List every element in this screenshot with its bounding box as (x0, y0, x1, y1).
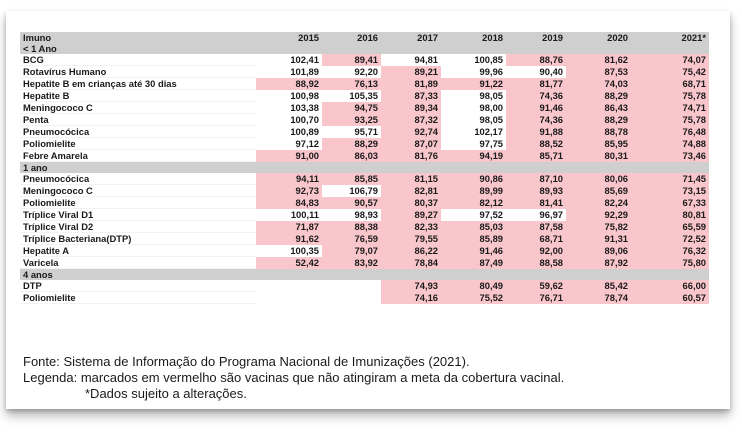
coverage-cell: 90,40 (539, 66, 563, 77)
coverage-cell: 92,00 (506, 245, 566, 257)
section-header-row (20, 269, 709, 281)
table-row (20, 78, 709, 90)
coverage-cell: 80,37 (381, 197, 441, 209)
vaccine-name: Tríplice Viral D1 (20, 209, 256, 221)
coverage-cell: 100,98 (290, 90, 319, 101)
coverage-cell: 85,42 (566, 280, 631, 292)
coverage-cell: 85,71 (506, 150, 566, 162)
coverage-cell: 87,32 (381, 114, 441, 126)
coverage-cell: 75,78 (631, 114, 709, 126)
section-title: 4 anos (20, 269, 709, 281)
table-row (20, 221, 709, 233)
coverage-cell: 95,71 (354, 126, 378, 137)
coverage-cell: 78,84 (381, 257, 441, 269)
table-header-row (20, 32, 709, 43)
vaccine-name: Tríplice Bacteriana(DTP) (20, 233, 256, 245)
coverage-cell: 98,93 (354, 209, 378, 220)
coverage-cell: 89,06 (566, 245, 631, 257)
coverage-cell: 68,71 (631, 78, 709, 90)
vaccine-name: BCG (20, 54, 256, 66)
coverage-cell: 81,15 (381, 173, 441, 185)
vaccine-name: Hepatite A (20, 245, 256, 257)
coverage-cell: 88,52 (506, 138, 566, 150)
coverage-cell: 89,99 (441, 185, 506, 197)
coverage-cell: 86,03 (322, 150, 381, 162)
coverage-cell: 91,62 (256, 233, 322, 245)
column-header: 2018 (441, 32, 506, 43)
table-row (20, 245, 709, 257)
column-header: 2017 (381, 32, 441, 43)
coverage-cell: 87,33 (381, 90, 441, 102)
figure-card (6, 11, 730, 409)
coverage-cell: 86,43 (566, 102, 631, 114)
coverage-cell: 91,22 (441, 78, 506, 90)
coverage-cell: 74,93 (381, 280, 441, 292)
coverage-cell: 88,76 (506, 54, 566, 66)
coverage-cell: 94,19 (441, 150, 506, 162)
vaccine-name: Pneumocócica (20, 126, 256, 138)
footnote-text: *Dados sujeito a alterações. (85, 386, 247, 401)
coverage-cell: 80,81 (631, 209, 709, 221)
coverage-cell: 94,75 (322, 102, 381, 114)
coverage-cell: 81,76 (381, 150, 441, 162)
coverage-cell: 102,17 (474, 126, 503, 137)
column-header: Imuno (20, 32, 256, 43)
table-row (20, 54, 709, 66)
coverage-cell: 99,96 (479, 66, 503, 77)
coverage-cell: 88,38 (322, 221, 381, 233)
vaccine-name: Febre Amarela (20, 150, 256, 162)
coverage-cell: 73,15 (631, 185, 709, 197)
vaccine-name: Hepatite B (20, 90, 256, 102)
coverage-cell: 105,35 (349, 90, 378, 101)
coverage-cell: 74,07 (631, 54, 709, 66)
coverage-cell: 74,36 (506, 114, 566, 126)
coverage-cell: 100,89 (290, 126, 319, 137)
coverage-cell: 76,13 (322, 78, 381, 90)
table-row (20, 90, 709, 102)
coverage-cell: 71,87 (256, 221, 322, 233)
coverage-cell (256, 280, 322, 292)
column-header: 2019 (506, 32, 566, 43)
coverage-cell: 101,89 (290, 66, 319, 77)
coverage-cell: 85,85 (322, 173, 381, 185)
coverage-cell: 89,34 (381, 102, 441, 114)
coverage-cell: 89,27 (381, 209, 441, 221)
coverage-cell: 65,59 (631, 221, 709, 233)
coverage-cell: 98,05 (479, 114, 503, 125)
coverage-cell: 74,88 (631, 138, 709, 150)
coverage-cell: 87,58 (506, 221, 566, 233)
column-header: 2016 (322, 32, 381, 43)
coverage-cell: 68,71 (506, 233, 566, 245)
coverage-cell: 98,05 (479, 90, 503, 101)
coverage-cell: 79,55 (381, 233, 441, 245)
coverage-cell: 88,92 (256, 78, 322, 90)
coverage-cell: 75,52 (441, 292, 506, 304)
vaccine-name: Hepatite B em crianças até 30 dias (20, 78, 256, 90)
section-title: < 1 Ano (20, 43, 709, 54)
coverage-cell: 88,78 (566, 126, 631, 138)
coverage-cell: 97,52 (479, 209, 503, 220)
table-row (20, 197, 709, 209)
table-row (20, 138, 709, 150)
section-title: 1 ano (20, 162, 709, 174)
coverage-cell: 84,83 (256, 197, 322, 209)
table-row (20, 102, 709, 114)
coverage-cell: 89,41 (322, 54, 381, 66)
coverage-cell: 100,35 (290, 245, 319, 256)
coverage-cell: 100,70 (290, 114, 319, 125)
vaccine-name: Tríplice Viral D2 (20, 221, 256, 233)
table-row (20, 257, 709, 269)
coverage-cell: 52,42 (256, 257, 322, 269)
coverage-cell: 76,48 (631, 126, 709, 138)
coverage-cell: 91,46 (506, 102, 566, 114)
coverage-cell: 103,38 (290, 102, 319, 113)
coverage-cell: 83,92 (322, 257, 381, 269)
coverage-cell (322, 280, 381, 292)
coverage-cell: 59,62 (506, 280, 566, 292)
coverage-cell: 66,00 (631, 280, 709, 292)
coverage-cell: 81,41 (506, 197, 566, 209)
coverage-cell: 74,03 (566, 78, 631, 90)
table-row (20, 126, 709, 138)
coverage-cell: 90,57 (322, 197, 381, 209)
coverage-cell: 100,85 (474, 54, 503, 66)
vaccine-name: Meningococo C (20, 185, 256, 197)
vaccination-coverage-table (20, 32, 709, 304)
column-header: 2015 (256, 32, 322, 43)
vaccine-name: Varicela (20, 257, 256, 269)
coverage-cell: 89,21 (381, 66, 441, 78)
coverage-cell: 88,29 (566, 114, 631, 126)
coverage-cell: 97,12 (295, 138, 319, 149)
coverage-cell: 82,33 (381, 221, 441, 233)
coverage-cell: 78,74 (566, 292, 631, 304)
coverage-cell: 85,03 (441, 221, 506, 233)
coverage-cell: 92,29 (566, 209, 631, 221)
coverage-cell: 67,33 (631, 197, 709, 209)
coverage-cell: 102,41 (290, 54, 319, 66)
legend-text: Legenda: marcados em vermelho são vacinas que não atingiram a meta da cobertura vacinal. (23, 370, 565, 385)
coverage-cell: 88,29 (322, 138, 381, 150)
vaccine-name: Poliomielite (20, 292, 256, 304)
coverage-cell: 87,92 (566, 257, 631, 269)
vaccine-name: Poliomielite (20, 138, 256, 150)
coverage-cell: 94,11 (256, 173, 322, 185)
table-row (20, 173, 709, 185)
source-text: Fonte: Sistema de Informação do Programa Nacional de Imunizações (2021). (23, 354, 470, 369)
coverage-cell: 87,10 (506, 173, 566, 185)
coverage-cell: 75,78 (631, 90, 709, 102)
table-row (20, 280, 709, 292)
coverage-cell: 81,89 (381, 78, 441, 90)
coverage-cell: 82,81 (381, 185, 441, 197)
table-row (20, 66, 709, 78)
coverage-cell: 79,07 (322, 245, 381, 257)
coverage-cell: 82,12 (441, 197, 506, 209)
table-row (20, 114, 709, 126)
coverage-cell: 74,71 (631, 102, 709, 114)
coverage-cell: 80,31 (566, 150, 631, 162)
column-header: 2021* (631, 32, 709, 43)
coverage-cell (322, 292, 381, 304)
table-body (20, 43, 709, 304)
coverage-cell: 87,07 (381, 138, 441, 150)
table-row (20, 292, 709, 304)
coverage-cell: 91,31 (566, 233, 631, 245)
coverage-cell: 106,79 (349, 185, 378, 196)
coverage-cell: 89,93 (506, 185, 566, 197)
vaccine-name: Penta (20, 114, 256, 126)
coverage-cell: 87,49 (441, 257, 506, 269)
figure-caption (23, 354, 564, 402)
coverage-cell: 85,95 (566, 138, 631, 150)
coverage-cell: 81,77 (506, 78, 566, 90)
coverage-cell: 96,97 (539, 209, 563, 220)
coverage-cell: 82,24 (566, 197, 631, 209)
coverage-cell: 100,11 (290, 209, 319, 220)
coverage-cell: 85,69 (566, 185, 631, 197)
coverage-cell: 92,20 (354, 66, 378, 77)
coverage-cell: 75,80 (631, 257, 709, 269)
table-row (20, 185, 709, 197)
coverage-cell: 92,74 (381, 126, 441, 138)
coverage-cell: 91,46 (441, 245, 506, 257)
coverage-cell: 81,62 (566, 54, 631, 66)
coverage-cell: 98,00 (479, 102, 503, 113)
table-row (20, 209, 709, 221)
coverage-cell: 92,73 (256, 185, 322, 197)
coverage-cell: 60,57 (631, 292, 709, 304)
coverage-cell: 71,45 (631, 173, 709, 185)
coverage-cell: 74,16 (381, 292, 441, 304)
vaccine-name: Poliomielite (20, 197, 256, 209)
coverage-cell: 74,36 (506, 90, 566, 102)
coverage-cell: 76,59 (322, 233, 381, 245)
coverage-cell: 97,75 (479, 138, 503, 149)
table-row (20, 233, 709, 245)
column-header: 2020 (566, 32, 631, 43)
coverage-cell: 88,29 (566, 90, 631, 102)
coverage-cell: 80,06 (566, 173, 631, 185)
coverage-cell: 75,82 (566, 221, 631, 233)
coverage-cell: 75,42 (631, 66, 709, 78)
vaccine-name: Meningococo C (20, 102, 256, 114)
coverage-cell: 88,58 (506, 257, 566, 269)
coverage-cell: 80,49 (441, 280, 506, 292)
coverage-cell: 76,32 (631, 245, 709, 257)
coverage-cell: 90,86 (441, 173, 506, 185)
coverage-cell: 73,46 (631, 150, 709, 162)
table-row (20, 150, 709, 162)
vaccine-name: Rotavírus Humano (20, 66, 256, 78)
vaccine-name: Pneumocócica (20, 173, 256, 185)
section-header-row (20, 162, 709, 174)
coverage-cell: 91,00 (256, 150, 322, 162)
coverage-cell: 94,81 (414, 54, 438, 66)
coverage-cell (256, 292, 322, 304)
coverage-cell: 72,52 (631, 233, 709, 245)
coverage-cell: 76,71 (506, 292, 566, 304)
coverage-cell: 91,88 (506, 126, 566, 138)
vaccine-name: DTP (20, 280, 256, 292)
coverage-cell: 93,25 (322, 114, 381, 126)
coverage-cell: 85,89 (441, 233, 506, 245)
section-header-row (20, 43, 709, 54)
coverage-cell: 87,53 (566, 66, 631, 78)
coverage-cell: 86,22 (381, 245, 441, 257)
